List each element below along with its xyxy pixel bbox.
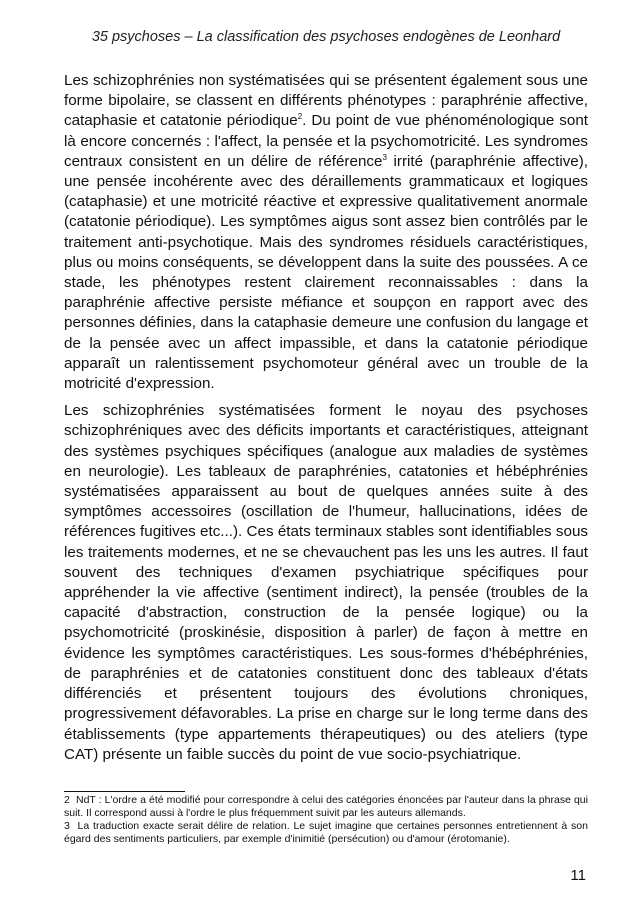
main-text (64, 71, 588, 765)
footnote-reference-3[interactable]: 3 (382, 152, 387, 162)
footnote-text: NdT : L'ordre a été modifié pour correspondre à celui des catégories énoncées par l'auteur dans la phrase qui suit. Il correspond aussi à l'ordre le plus fréquemment suivit par les auteurs allemands. (64, 794, 588, 819)
footnote-number: 3 (64, 820, 70, 832)
paragraph-non-systematized-schizophrenias (64, 71, 588, 394)
paragraph-1-part-3: irrité (paraphrénie affective), une pensée incohérente avec des déraillements grammaticaux et logiques (cataphasie) et une motricité réactive et expressive qualitativement anormale (catatonie périodique). Les symptômes aigus sont assez bien contrôlés par le traitement anti-psychotique. Mais des syndromes résiduels caractéristiques, plus ou moins conséquents, se développent dans la suite des poussées. A ce stade, les phénotypes restent clairement reconnaissables : dans la paraphrénie affective persiste méfiance et soupçon en rapport avec des personnes définies, dans la cataphasie demeure une confusion du langage et de la pensée avec un affect impassible, et dans la catatonie périodique apparaît un ralentissement psychomoteur général avec un trouble de la motricité d'expression. (64, 152, 589, 393)
footnote-3 (64, 820, 588, 846)
footnote-number: 2 (64, 794, 70, 806)
footnote-2 (64, 794, 588, 820)
footnote-text: La traduction exacte serait délire de relation. Le sujet imagine que certaines personnes entretiennent à son égard des sentiments particuliers, par exemple d'inimitié (persécution) ou d'amour (érotomanie). (64, 820, 588, 845)
page-number: 11 (570, 867, 586, 884)
footnote-separator (64, 791, 185, 792)
running-header: 35 psychoses – La classification des psychoses endogènes de Leonhard (91, 29, 561, 45)
footnotes (64, 794, 588, 846)
paragraph-1-part-2: . Du point de vue phénoménologique sont là encore concernés : l'affect, la pensée et la psychomotricité. Les syndromes centraux consistent en un délire de référence (64, 112, 588, 170)
paragraph-systematized-schizophrenias: Les schizophrénies systématisées forment le noyau des psychoses schizophréniques avec des déficits importants et caractéristiques, atteignant des systèmes psychiques spécifiques (analogue aux maladies de systèmes en neurologie). Les tableaux de paraphrénies, catatonies et hébéphrénies systématisées apparaissent au bout de quelques années suite à des symptômes accessoires (oscillation de l'humeur, hallucinations, idées de références fugitives etc...). Ces états terminaux stables sont identifiables sous les traitements modernes, et ne se chevauchent pas les uns les autres. Il faut souvent des techniques d'examen psychiatrique spécifiques pour appréhender la vie affective (sentiment indirect), la pensée (troubles de la capacité d'abstraction, construction de la pensée logique) ou la psychomotricité (proskinésie, disposition à parler) de façon à mettre en évidence les symptômes caractéristiques. Les sous-formes d'hébéphrénies, de paraphrénies et de catatonies constituent donc des tableaux d'états différenciés et présentent toujours des évolutions chroniques, progressivement défavorables. La prise en charge sur le long terme dans des établissements (type appartements thérapeutiques) ou des ateliers (type CAT) présente un faible succès du point de vue socio-psychiatrique. (64, 402, 588, 763)
paragraph-1-part-1: Les schizophrénies non systématisées qui se présentent également sous une forme bipolaire, se classent en différents phénotypes : paraphrénie affective, cataphasie et catatonie périodique (64, 72, 588, 130)
footnote-reference-2[interactable]: 2 (297, 112, 303, 122)
